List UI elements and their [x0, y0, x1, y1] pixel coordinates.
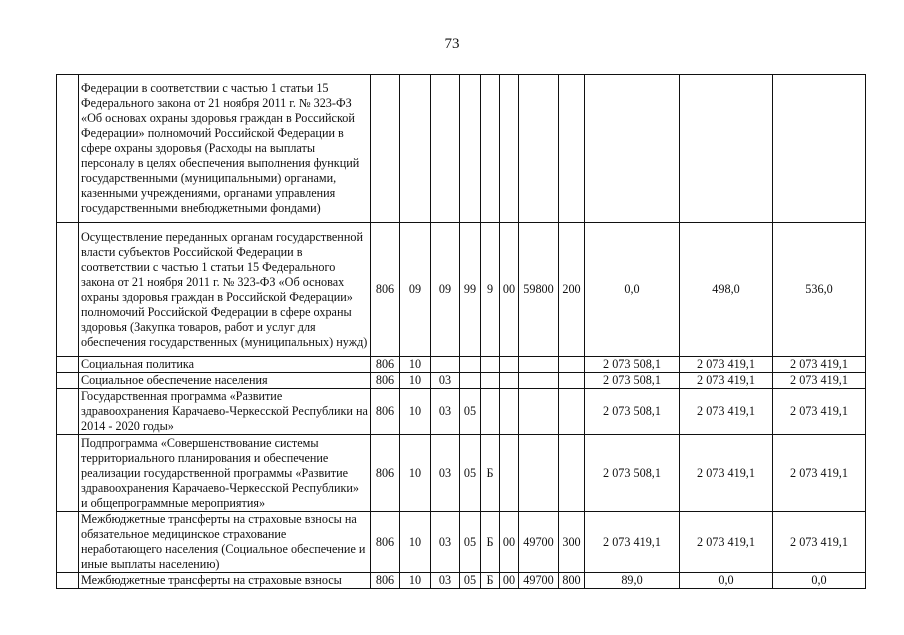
row-name: Социальная политика: [79, 357, 371, 373]
cell-amount-year3: 2 073 419,1: [773, 435, 866, 512]
cell-amount-year3: 0,0: [773, 573, 866, 589]
cell-direction: 49700: [519, 512, 559, 573]
cell-amount-year3: 2 073 419,1: [773, 512, 866, 573]
cell-subprogram: [481, 357, 500, 373]
cell-subprogram: [481, 373, 500, 389]
cell-subprogram: Б: [481, 512, 500, 573]
cell-ministry-code: 806: [371, 389, 400, 435]
cell-amount-year1: 2 073 508,1: [585, 373, 680, 389]
cell-expense-type: [559, 357, 585, 373]
cell-subsection: 03: [431, 512, 460, 573]
cell-main-event: 00: [500, 223, 519, 357]
cell-program: 05: [460, 389, 481, 435]
cell-ministry-code: 806: [371, 223, 400, 357]
cell-amount-year3: 2 073 419,1: [773, 373, 866, 389]
cell-subsection: [431, 357, 460, 373]
cell-program: 05: [460, 435, 481, 512]
table-row: [57, 389, 866, 435]
cell-subsection: 03: [431, 373, 460, 389]
cell-ministry-code: 806: [371, 373, 400, 389]
cell-main-event: [500, 389, 519, 435]
cell-expense-type: [559, 435, 585, 512]
cell-amount-year2: 0,0: [680, 573, 773, 589]
cell-program: 99: [460, 223, 481, 357]
cell-section: 10: [400, 573, 431, 589]
cell-subsection: 09: [431, 223, 460, 357]
row-blank-cell: [57, 357, 79, 373]
cell-main-event: [500, 75, 519, 223]
row-name: Федерации в соответствии с частью 1 статьи 15 Федерального закона от 21 ноября 2011 г. № 323-ФЗ «Об основах охраны здоровья граждан в Российской Федерации» полномочий Российской Федерации в сфере охраны здоровья (Расходы на выплаты персоналу в целях обеспечения выполнения функций государственными (муниципальными) органами, казенными учреждениями, органами управления государственными внебюджетными фондами): [79, 75, 371, 223]
cell-subprogram: Б: [481, 435, 500, 512]
row-name: Государственная программа «Развитие здравоохранения Карачаево-Черкесской Республики на 2014 - 2020 годы»: [79, 389, 371, 435]
cell-section: 10: [400, 357, 431, 373]
cell-subprogram: 9: [481, 223, 500, 357]
cell-main-event: [500, 373, 519, 389]
cell-ministry-code: 806: [371, 435, 400, 512]
cell-amount-year3: 2 073 419,1: [773, 389, 866, 435]
cell-section: 10: [400, 512, 431, 573]
table-row: [57, 223, 866, 357]
cell-section: 10: [400, 373, 431, 389]
cell-amount-year2: 2 073 419,1: [680, 357, 773, 373]
cell-direction: 59800: [519, 223, 559, 357]
cell-amount-year2: 2 073 419,1: [680, 373, 773, 389]
cell-expense-type: [559, 389, 585, 435]
cell-main-event: 00: [500, 573, 519, 589]
cell-amount-year2: [680, 75, 773, 223]
cell-amount-year1: 89,0: [585, 573, 680, 589]
cell-program: [460, 75, 481, 223]
cell-amount-year3: 536,0: [773, 223, 866, 357]
row-blank-cell: [57, 435, 79, 512]
table-row: [57, 573, 866, 589]
cell-amount-year3: 2 073 419,1: [773, 357, 866, 373]
cell-amount-year2: 2 073 419,1: [680, 435, 773, 512]
cell-amount-year1: 0,0: [585, 223, 680, 357]
cell-direction: 49700: [519, 573, 559, 589]
cell-direction: [519, 373, 559, 389]
cell-section: 10: [400, 389, 431, 435]
cell-ministry-code: 806: [371, 573, 400, 589]
cell-section: [400, 75, 431, 223]
cell-expense-type: 800: [559, 573, 585, 589]
cell-program: 05: [460, 512, 481, 573]
row-name: Подпрограмма «Совершенствование системы территориального планирования и обеспечение реализации государственной программы «Развитие здравоохранения Карачаево-Черкесской Республики» и общепрограммные мероприятия»: [79, 435, 371, 512]
cell-amount-year1: 2 073 508,1: [585, 435, 680, 512]
row-blank-cell: [57, 389, 79, 435]
row-name: Межбюджетные трансферты на страховые взносы: [79, 573, 371, 589]
row-name: Социальное обеспечение населения: [79, 373, 371, 389]
cell-section: 09: [400, 223, 431, 357]
budget-table: [56, 74, 866, 589]
table-row: [57, 512, 866, 573]
row-blank-cell: [57, 573, 79, 589]
cell-subprogram: Б: [481, 573, 500, 589]
cell-amount-year3: [773, 75, 866, 223]
cell-subsection: [431, 75, 460, 223]
cell-amount-year1: 2 073 508,1: [585, 357, 680, 373]
row-blank-cell: [57, 512, 79, 573]
cell-subsection: 03: [431, 435, 460, 512]
cell-main-event: 00: [500, 512, 519, 573]
cell-direction: [519, 389, 559, 435]
cell-direction: [519, 357, 559, 373]
cell-subsection: 03: [431, 573, 460, 589]
row-blank-cell: [57, 223, 79, 357]
row-blank-cell: [57, 75, 79, 223]
table-row: [57, 357, 866, 373]
cell-direction: [519, 75, 559, 223]
cell-amount-year1: 2 073 419,1: [585, 512, 680, 573]
cell-ministry-code: [371, 75, 400, 223]
cell-direction: [519, 435, 559, 512]
cell-amount-year1: 2 073 508,1: [585, 389, 680, 435]
cell-section: 10: [400, 435, 431, 512]
cell-main-event: [500, 357, 519, 373]
cell-main-event: [500, 435, 519, 512]
cell-expense-type: [559, 373, 585, 389]
cell-amount-year2: 2 073 419,1: [680, 512, 773, 573]
cell-subprogram: [481, 389, 500, 435]
cell-expense-type: 300: [559, 512, 585, 573]
cell-program: 05: [460, 573, 481, 589]
cell-ministry-code: 806: [371, 512, 400, 573]
row-blank-cell: [57, 373, 79, 389]
page-number: 73: [444, 36, 460, 52]
cell-amount-year2: 2 073 419,1: [680, 389, 773, 435]
table-row: [57, 373, 866, 389]
cell-program: [460, 373, 481, 389]
cell-subsection: 03: [431, 389, 460, 435]
row-name: Осуществление переданных органам государственной власти субъектов Российской Федерации в соответствии с частью 1 статьи 15 Федерального закона от 21 ноября 2011 г. № 323-ФЗ «Об основах охраны здоровья граждан в Российской Федерации» полномочий Российской Федерации в сфере охраны здоровья (Закупка товаров, работ и услуг для обеспечения государственных (муниципальных) нужд): [79, 223, 371, 357]
cell-expense-type: [559, 75, 585, 223]
table-row: [57, 435, 866, 512]
cell-amount-year2: 498,0: [680, 223, 773, 357]
cell-ministry-code: 806: [371, 357, 400, 373]
cell-amount-year1: [585, 75, 680, 223]
cell-subprogram: [481, 75, 500, 223]
cell-expense-type: 200: [559, 223, 585, 357]
table-row: [57, 75, 866, 223]
cell-program: [460, 357, 481, 373]
row-name: Межбюджетные трансферты на страховые взносы на обязательное медицинское страхование неработающего населения (Социальное обеспечение и иные выплаты населению): [79, 512, 371, 573]
